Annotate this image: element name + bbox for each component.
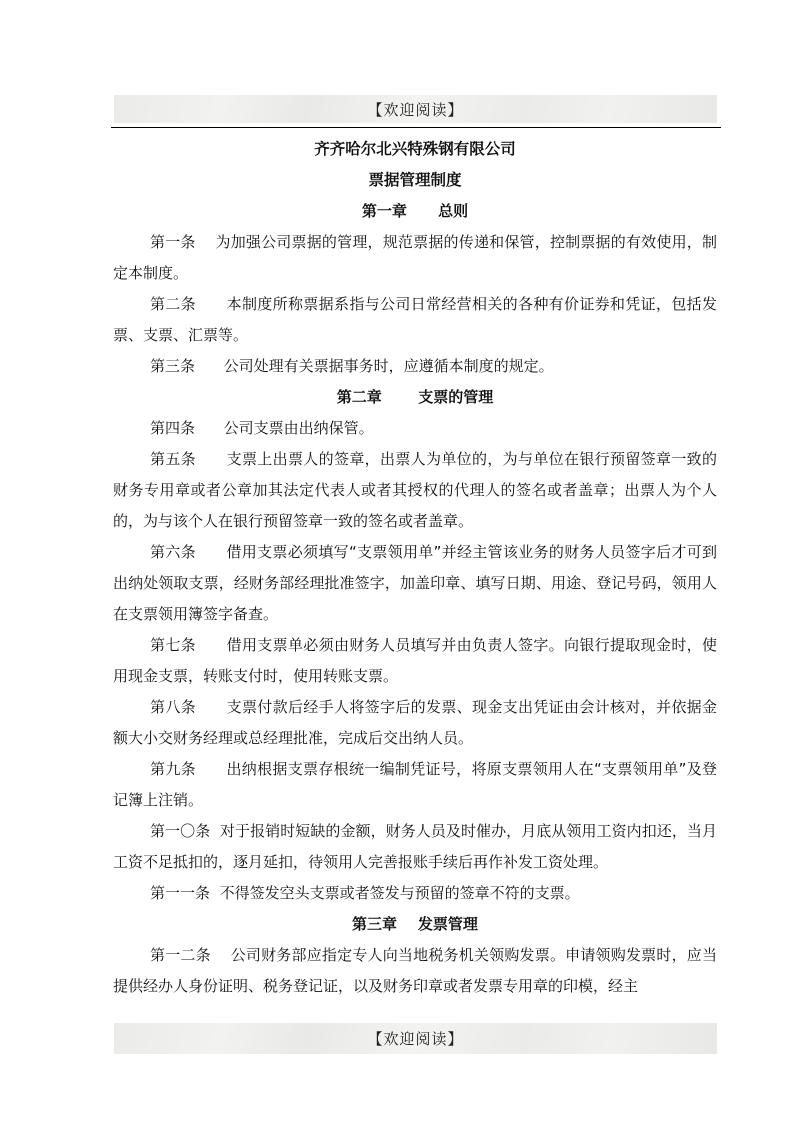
article-label: 第一二条: [150, 946, 211, 964]
article-text: 借用支票必须填写“支票领用单”并经主管该业务的财务人员签字后才可到出纳处领取支票，经财务部经理批准签字，加盖印章、填写日期、用途、登记号码，领用人在支票领用簿签字备查。: [113, 543, 718, 623]
article-label: 第五条: [150, 450, 197, 468]
article-label: 第二条: [150, 295, 197, 313]
article: [113, 940, 717, 1002]
document-title: 票据管理制度: [368, 171, 462, 189]
article: [113, 816, 717, 878]
article: [113, 537, 717, 630]
article-label: 第一条: [150, 233, 196, 251]
article: [113, 444, 717, 537]
article-text: 为加强公司票据的管理，规范票据的传递和保管，控制票据的有效使用，制定本制度。: [113, 233, 717, 282]
chapter-heading: 第一章 总则: [361, 202, 469, 220]
article-label: 第三条: [150, 357, 196, 375]
article-text: 支票付款后经手人将签字后的发票、现金支出凭证由会计核对，并依据金额大小交财务经理或总经理批准，完成后交出纳人员。: [113, 698, 717, 747]
article-text: 公司处理有关票据事务时，应遵循本制度的规定。: [223, 357, 554, 375]
article-label: 第四条: [150, 419, 196, 437]
chapter-heading: 第二章 支票的管理: [336, 388, 494, 406]
article: [113, 754, 717, 816]
article-separator: [211, 946, 231, 964]
footer-banner-label: 【欢迎阅读】: [367, 1030, 464, 1048]
article-text: 对于报销时短缺的金额，财务人员及时催办，月底从领用工资内扣还，当月工资不足抵扣的，逐月延扣，待领用人完善报账手续后再作补发工资处理。: [113, 822, 717, 871]
article-text: 公司财务部应指定专人向当地税务机关领购发票。申请领购发票时，应当提供经办人身份证明、税务登记证，以及财务印章或者发票专用章的印模，经主: [113, 946, 717, 995]
article-separator: [196, 450, 227, 468]
footer-banner: [114, 1023, 717, 1054]
article-text: 借用支票单必须由财务人员填写并由负责人签字。向银行提取现金时，使用现金支票，转账支付时，使用转账支票。: [113, 636, 717, 685]
article-label: 第九条: [150, 760, 196, 778]
article-separator: [210, 884, 220, 902]
article-label: 第八条: [150, 698, 197, 716]
article-text: 出纳根据支票存根统一编制凭证号，将原支票领用人在“支票领用单”及登记簿上注销。: [113, 760, 718, 809]
article: [113, 289, 717, 351]
article-label: 第一一条: [150, 884, 211, 902]
article-text: 本制度所称票据系指与公司日常经营相关的各种有价证券和凭证，包括发票、支票、汇票等。: [113, 295, 717, 344]
article-text: 支票上出票人的签章，出票人为单位的，为与单位在银行预留签章一致的财务专用章或者公章加其法定代表人或者其授权的代理人的签名或者盖章；出票人为个人的，为与该个人在银行预留签章一致的签名或者盖章。: [113, 450, 717, 530]
article-label: 第一〇条: [150, 822, 211, 840]
company-name: 齐齐哈尔北兴特殊钢有限公司: [314, 140, 516, 158]
article-separator: [196, 698, 227, 716]
header-banner: [114, 95, 717, 123]
article-label: 第六条: [150, 543, 196, 561]
article-text: 不得签发空头支票或者签发与预留的签章不符的支票。: [219, 884, 580, 902]
article: [113, 413, 717, 444]
article-label: 第七条: [150, 636, 197, 654]
header-banner-label: 【欢迎阅读】: [367, 100, 464, 119]
article-separator: [196, 636, 227, 654]
chapter-heading: 第三章 发票管理: [352, 915, 478, 933]
article: [113, 630, 717, 692]
article-separator: [196, 543, 227, 561]
document-body: [113, 134, 717, 1002]
article-separator: [210, 822, 220, 840]
article: [113, 692, 717, 754]
article-separator: [196, 295, 227, 313]
article-separator: [196, 760, 227, 778]
article: [113, 878, 717, 909]
article-text: 公司支票由出纳保管。: [223, 419, 374, 437]
article: [113, 351, 717, 382]
article-separator: [196, 233, 216, 251]
article-separator: [195, 419, 224, 437]
article-separator: [195, 357, 224, 375]
article: [113, 227, 717, 289]
header-rule: [111, 127, 721, 128]
